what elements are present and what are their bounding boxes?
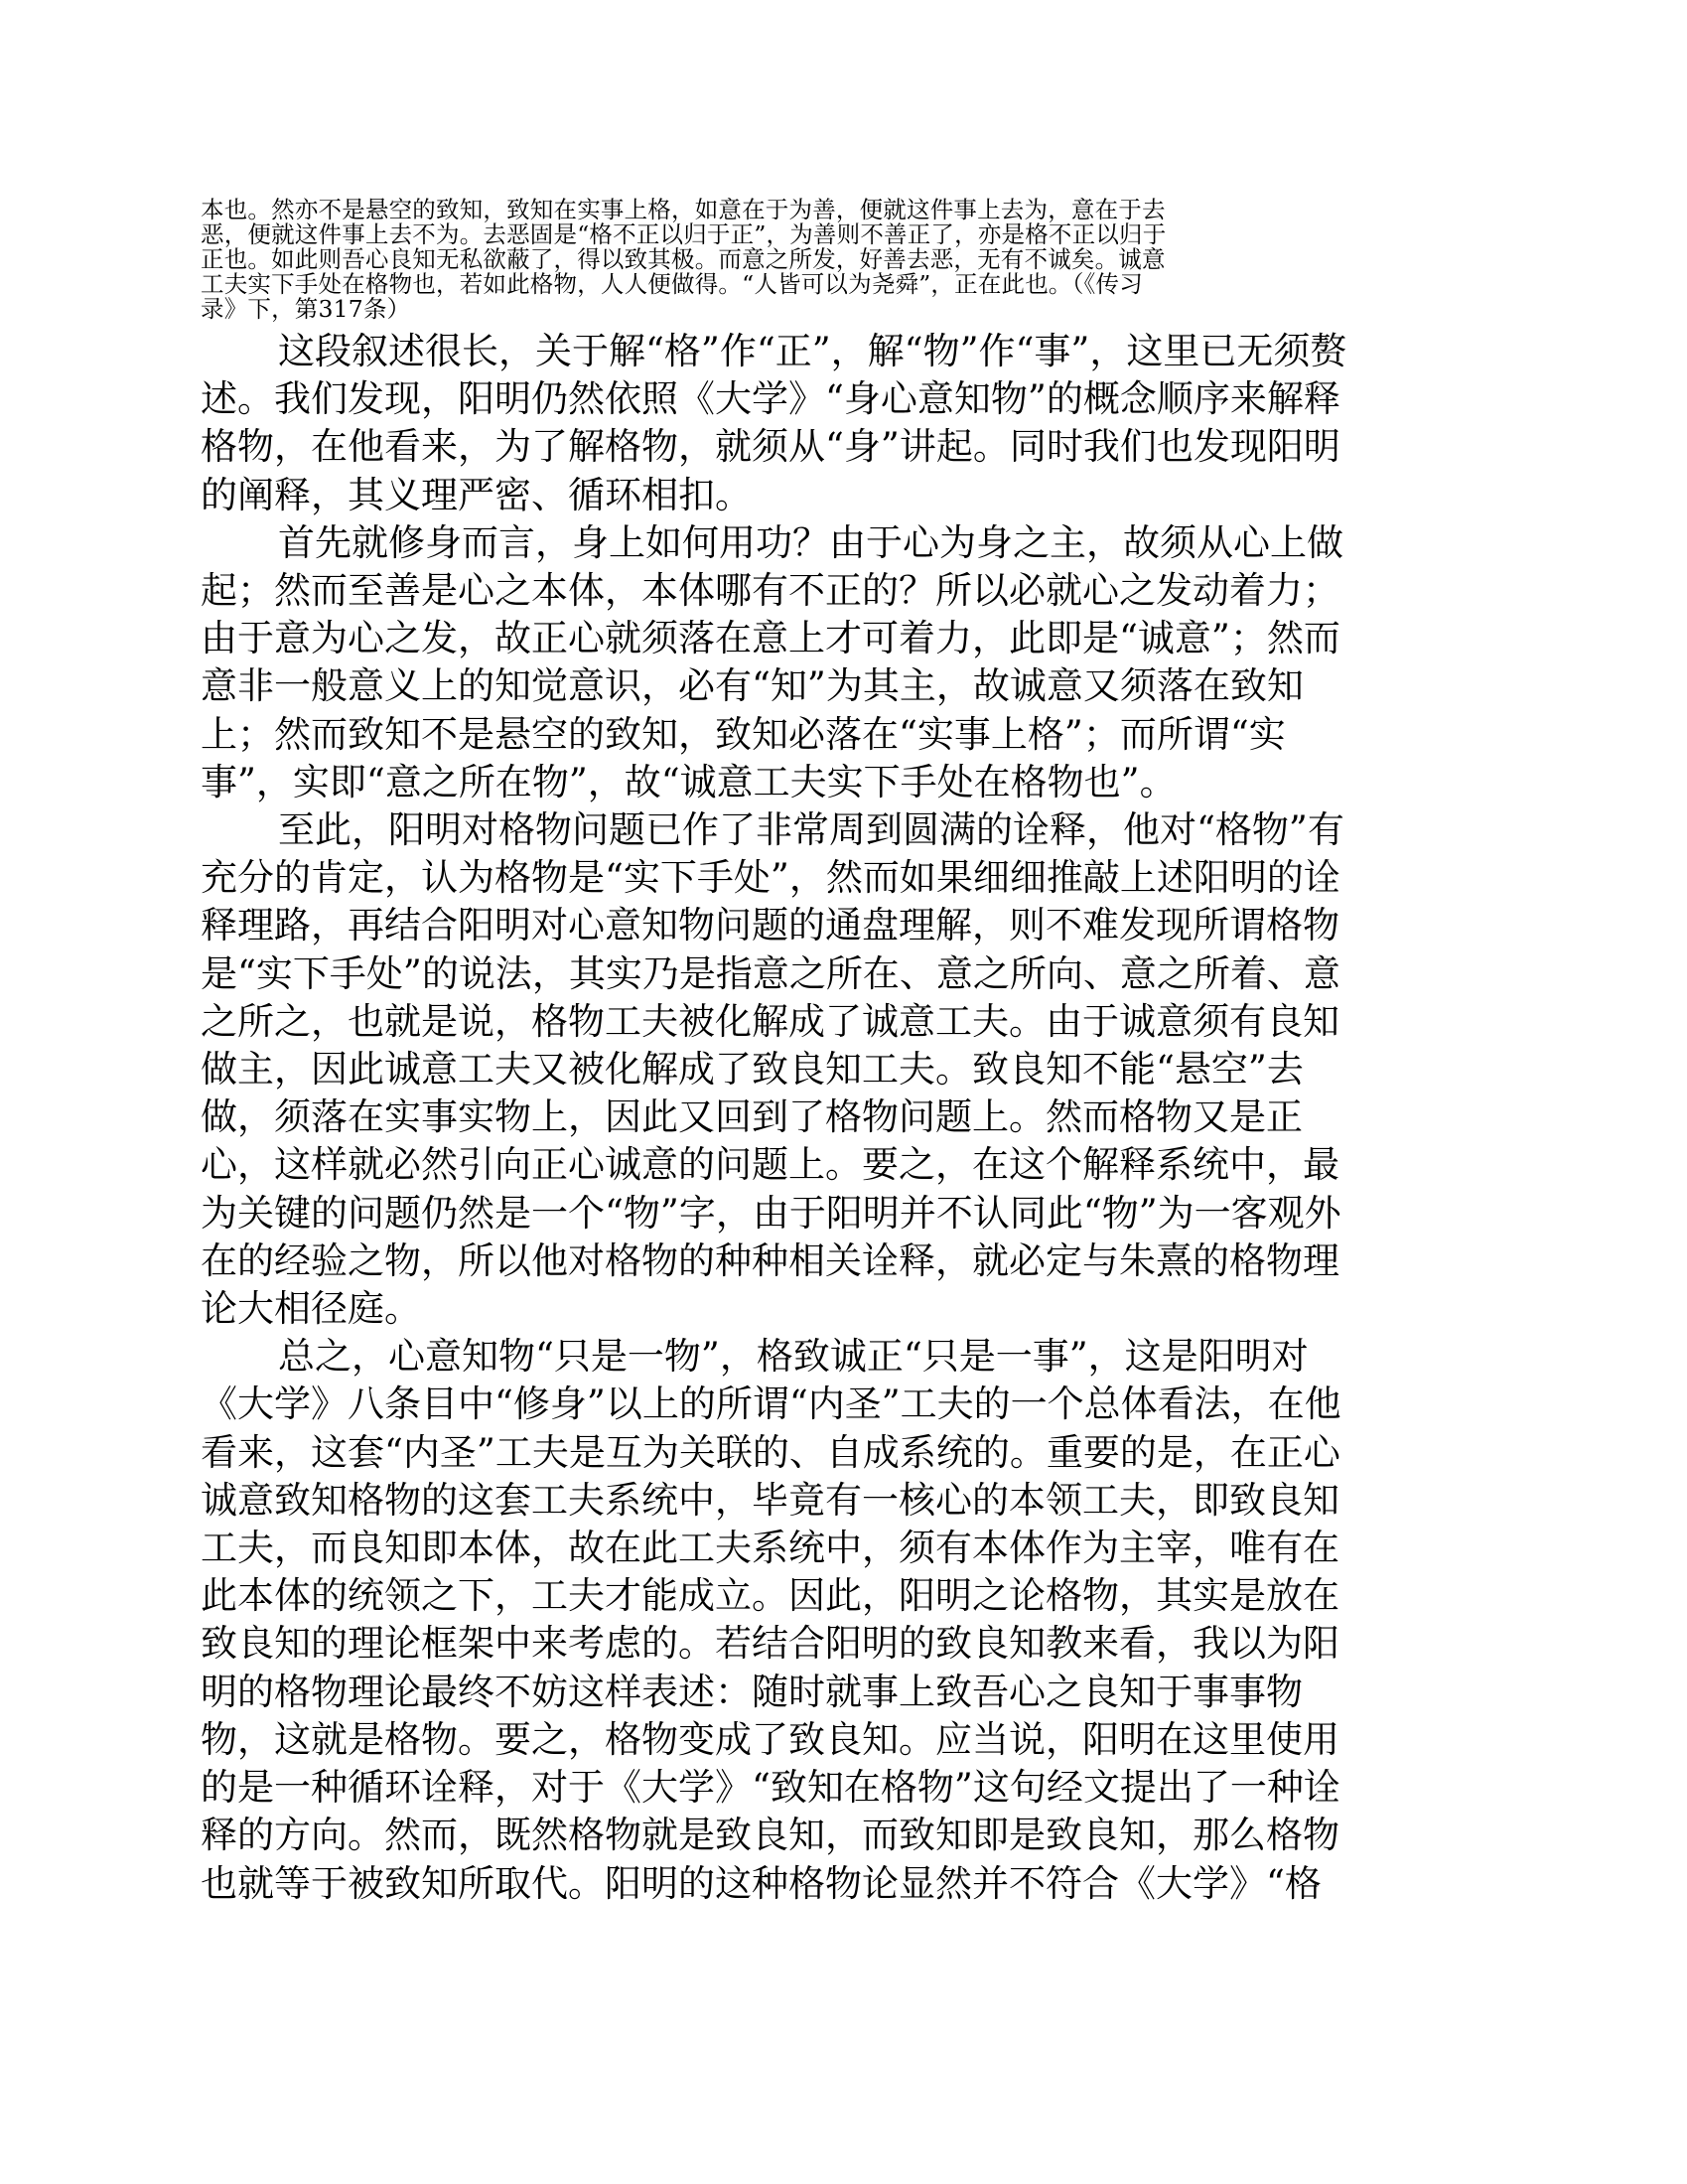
body-paragraph xyxy=(201,1333,1489,1907)
paragraph-line: 总之，心意知物“只是一物”，格致诚正“只是一事”，这是阳明对 xyxy=(278,1335,1309,1379)
block-quote xyxy=(201,198,1489,322)
paragraph-line: 至此，阳明对格物问题已作了非常周到圆满的诠释，他对“格物”有 xyxy=(278,808,1344,852)
paragraph-line: 的阐释，其义理严密、循环相扣。 xyxy=(201,473,752,516)
paragraph-line: 心，这样就必然引向正心诚意的问题上。要之，在这个解释系统中，最 xyxy=(201,1143,1339,1187)
paragraph-line: 论大相径庭。 xyxy=(201,1287,421,1331)
paragraph-line: 这段叙述很长，关于解“格”作“正”，解“物”作“事”，这里已无须赘 xyxy=(278,330,1347,372)
paragraph-line: 释的方向。然而，既然格物就是致良知，而致知即是致良知，那么格物 xyxy=(201,1814,1339,1857)
paragraph-line: 首先就修身而言，身上如何用功？由于心为身之主，故须从心上做 xyxy=(278,520,1343,564)
document-page xyxy=(201,198,1489,1908)
paragraph-line: 为关键的问题仍然是一个“物”字，由于阳明并不认同此“物”为一客观外 xyxy=(201,1191,1341,1235)
paragraph-line: 格物，在他看来，为了解格物，就须从“身”讲起。同时我们也发现阳明 xyxy=(201,425,1340,469)
body-paragraph xyxy=(201,519,1489,806)
paragraph-line: 诚意致知格物的这套工夫系统中，毕竟有一核心的本领工夫，即致良知 xyxy=(201,1478,1339,1522)
paragraph-line: 工夫，而良知即本体，故在此工夫系统中，须有本体作为主宰，唯有在 xyxy=(201,1527,1339,1570)
paragraph-line: 由于意为心之发，故正心就须落在意上才可着力，此即是“诚意”；然而 xyxy=(201,617,1340,660)
paragraph-line: 上；然而致知不是悬空的致知，致知必落在“实事上格”；而所谓“实 xyxy=(201,712,1286,756)
paragraph-line: 的是一种循环诠释，对于《大学》“致知在格物”这句经文提出了一种诠 xyxy=(201,1766,1340,1810)
paragraph-line: 做主，因此诚意工夫又被化解成了致良知工夫。致良知不能“悬空”去 xyxy=(201,1048,1304,1092)
paragraph-line: 意非一般意义上的知觉意识，必有“知”为其主，故诚意又须落在致知 xyxy=(201,664,1304,708)
paragraph-line: 明的格物理论最终不妨这样表述：随时就事上致吾心之良知于事事物 xyxy=(201,1670,1303,1713)
paragraph-line: 物，这就是格物。要之，格物变成了致良知。应当说，阳明在这里使用 xyxy=(201,1717,1339,1761)
paragraph-line: 之所之，也就是说，格物工夫被化解成了诚意工夫。由于诚意须有良知 xyxy=(201,999,1339,1043)
quote-line: 恶，便就这件事上去不为。去恶固是“格不正以归于正”，为善则不善正了，亦是格不正以归于 xyxy=(201,222,1167,247)
quote-line: 本也。然亦不是悬空的致知，致知在实事上格，如意在于为善，便就这件事上去为，意在于去 xyxy=(201,198,1166,222)
paragraph-line: 事”，实即“意之所在物”，故“诚意工夫实下手处在格物也”。 xyxy=(201,760,1177,803)
paragraph-line: 也就等于被致知所取代。阳明的这种格物论显然并不符合《大学》“格 xyxy=(201,1861,1322,1905)
paragraph-line: 充分的肯定，认为格物是“实下手处”，然而如果细细推敲上述阳明的诠 xyxy=(201,856,1340,900)
body-paragraph xyxy=(201,806,1489,1333)
quote-line: 录》下，第317条） xyxy=(201,297,411,322)
paragraph-line: 《大学》八条目中“修身”以上的所谓“内圣”工夫的一个总体看法，在他 xyxy=(201,1383,1341,1426)
paragraph-line: 此本体的统领之下，工夫才能成立。因此，阳明之论格物，其实是放在 xyxy=(201,1574,1339,1618)
paragraph-line: 是“实下手处”的说法，其实乃是指意之所在、意之所向、意之所着、意 xyxy=(201,951,1340,995)
paragraph-line: 述。我们发现，阳明仍然依照《大学》“身心意知物”的概念顺序来解释 xyxy=(201,377,1340,421)
quote-line: 工夫实下手处在格物也，若如此格物，人人便做得。“人皆可以为尧舜”，正在此也。（《传习 xyxy=(201,272,1143,297)
paragraph-line: 在的经验之物，所以他对格物的种种相关诠释，就必定与朱熹的格物理 xyxy=(201,1238,1339,1282)
paragraph-line: 看来，这套“内圣”工夫是互为关联的、自成系统的。重要的是，在正心 xyxy=(201,1430,1340,1474)
paragraph-line: 起；然而至善是心之本体，本体哪有不正的？所以必就心之发动着力； xyxy=(201,569,1339,613)
paragraph-line: 做，须落在实事实物上，因此又回到了格物问题上。然而格物又是正 xyxy=(201,1095,1303,1139)
body-paragraph xyxy=(201,328,1489,519)
paragraph-line: 致良知的理论框架中来考虑的。若结合阳明的致良知教来看，我以为阳 xyxy=(201,1622,1339,1666)
quote-line: 正也。如此则吾心良知无私欲蔽了，得以致其极。而意之所发，好善去恶，无有不诚矣。诚意 xyxy=(201,247,1166,272)
paragraph-line: 释理路，再结合阳明对心意知物问题的通盘理解，则不难发现所谓格物 xyxy=(201,904,1339,947)
